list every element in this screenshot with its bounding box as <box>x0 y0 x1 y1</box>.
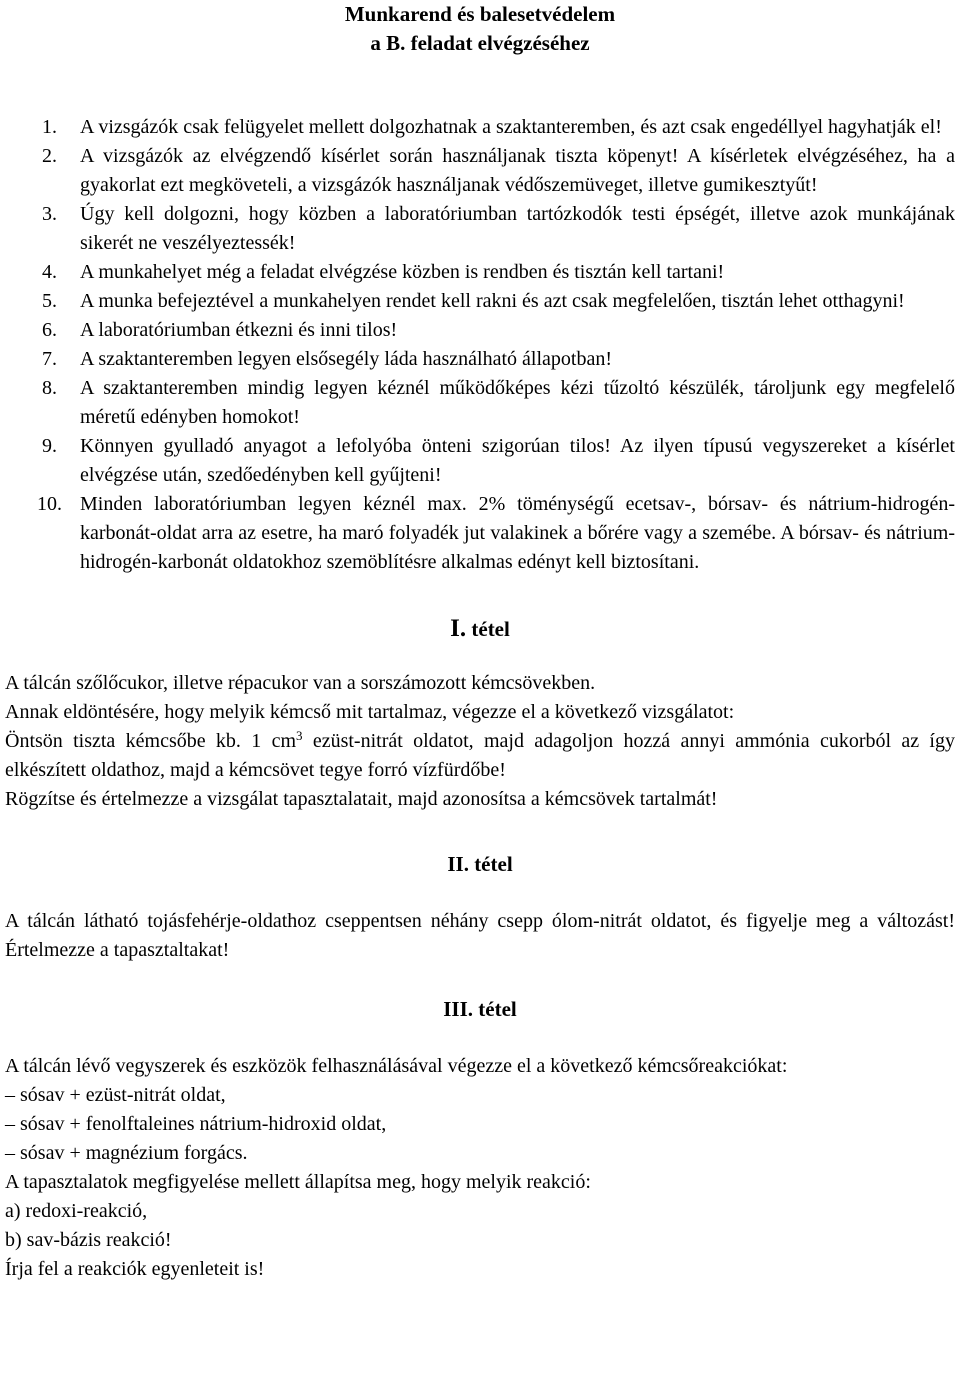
tetel-3-closing: Írja fel a reakciók egyenleteit is! <box>5 1258 265 1280</box>
safety-rules-list <box>5 113 955 577</box>
list-item: 2. A vizsgázók az elvégzendő kísérlet során használjanak tiszta köpenyt! A kísérletek elvégzéséhez, ha a gyakorlat ezt megköveteli, a vizsgázók használjanak védőszemüveget, illetve gumikesztyűt! <box>42 145 955 196</box>
list-item: b) sav-bázis reakció! <box>5 1229 172 1251</box>
list-item: – sósav + magnézium forgács. <box>5 1142 248 1164</box>
list-item: 5. A munka befejeztével a munkahelyen rendet kell rakni és azt csak megfelelően, tisztán lehet otthagyni! <box>42 290 905 312</box>
tetel-1-line-1: A tálcán szőlőcukor, illetve répacukor van a sorszámozott kémcsövekben. <box>5 672 596 694</box>
section-title-tetel-3: III. tétel <box>443 997 517 1021</box>
list-item: 7. A szaktanteremben legyen elsősegély láda használható állapotban! <box>42 348 613 370</box>
list-item: – sósav + fenolftaleines nátrium-hidroxid oldat, <box>5 1113 387 1135</box>
list-item: – sósav + ezüst-nitrát oldat, <box>5 1084 226 1106</box>
document-header <box>5 0 955 58</box>
list-item: a) redoxi-reakció, <box>5 1200 148 1222</box>
list-item: 3. Úgy kell dolgozni, hogy közben a laboratóriumban tartózkodók testi épségét, illetve azok munkájának sikerét ne veszélyeztessék! <box>42 203 955 254</box>
list-item: 1. A vizsgázók csak felügyelet mellett dolgozhatnak a szaktanteremben, és azt csak engedéllyel hagyhatják el! <box>42 116 942 138</box>
document-subtitle: a B. feladat elvégzéséhez <box>370 31 590 55</box>
list-item: 6. A laboratóriumban étkezni és inni tilos! <box>42 319 398 341</box>
tetel-1-line-2: Annak eldöntésére, hogy melyik kémcső mit tartalmaz, végezze el a következő vizsgálatot: <box>5 701 735 723</box>
document-title: Munkarend és balesetvédelem <box>344 2 616 26</box>
tetel-1-line-4: Rögzítse és értelmezze a vizsgálat tapasztalatait, majd azonosítsa a kémcsövek tartalmát! <box>5 788 718 810</box>
tetel-3-intro: A tálcán lévő vegyszerek és eszközök felhasználásával végezze el a következő kémcsőreakciókat: <box>5 1055 788 1077</box>
section-title-tetel-1: I. tétel <box>450 615 510 642</box>
list-item: 10. Minden laboratóriumban legyen kéznél max. 2% töménységű ecetsav-, bórsav- és nátrium-hidrogén-karbonát-oldat arra az esetre, ha maró folyadék jut valakinek a bőrére vagy a szemébe. A bórsav- és nátrium-hidrogén-karbonát oldatokhoz szemöblítésre alkalmas edényt kell biztosítani. <box>37 493 955 573</box>
list-item: 4. A munkahelyet még a feladat elvégzése közben is rendben és tisztán kell tartani! <box>42 261 725 283</box>
list-item: 8. A szaktanteremben mindig legyen kéznél működőképes kézi tűzoltó készülék, tároljunk egy megfelelő méretű edényben homokot! <box>42 377 955 428</box>
tetel-2-text: A tálcán látható tojásfehérje-oldathoz cseppentsen néhány csepp ólom-nitrát oldatot, és figyelje meg a változást! Értelmezze a tapasztaltakat! <box>5 910 955 961</box>
list-item: 9. Könnyen gyulladó anyagot a lefolyóba önteni szigorúan tilos! Az ilyen típusú vegyszereket a kísérlet elvégzése után, szedőedényben kell gyűjteni! <box>42 435 955 486</box>
section-title-tetel-2: II. tétel <box>447 852 513 876</box>
tetel-3-question: A tapasztalatok megfigyelése mellett állapítsa meg, hogy melyik reakció: <box>5 1171 591 1193</box>
tetel-1-line-3: Öntsön tiszta kémcsőbe kb. 1 $cm^3$ ezüst-nitrát oldatot, majd adagoljon hozzá annyi ammónia cukorból az így elkészített oldathoz, majd a kémcsövet tegye forró vízfürdőbe! <box>5 728 955 781</box>
